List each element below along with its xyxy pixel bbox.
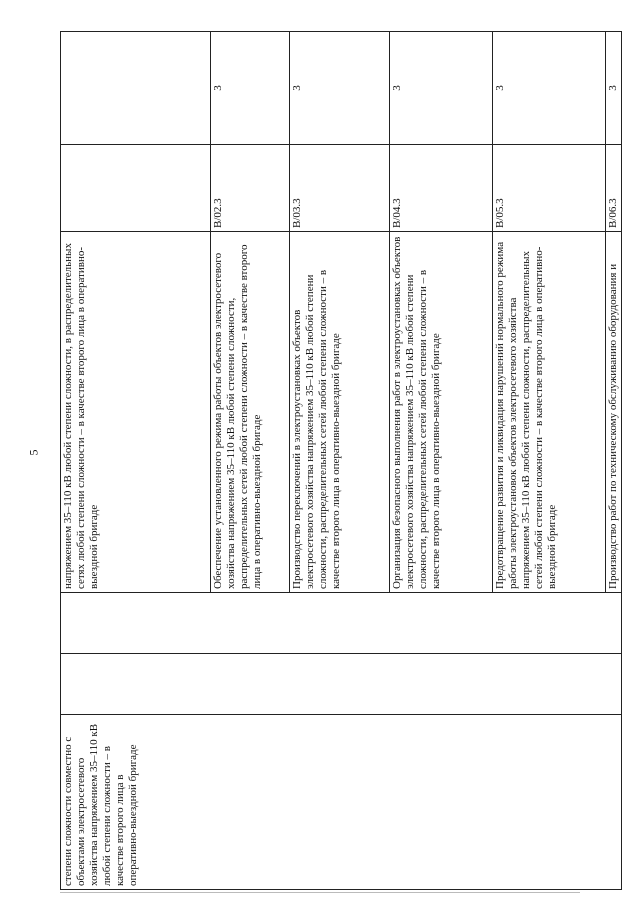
- scan-bottom-line: [60, 892, 580, 893]
- level-cell: 3: [606, 32, 622, 145]
- table-row: [61, 32, 211, 890]
- level-cell: [61, 32, 211, 145]
- level-cell: 3: [493, 32, 606, 145]
- functions-table: [60, 31, 622, 890]
- code-cell: B/02.3: [211, 145, 290, 232]
- rotated-table-container: [60, 60, 620, 890]
- level-cell: 3: [390, 32, 493, 145]
- function-cell: Производство работ по техническому обслуживанию оборудования и: [606, 232, 622, 593]
- function-cell: напряжением 35–110 кВ любой степени сложности, в распределительных сетях любой степени сложности – в качестве второго лица в оперативно-выездной бригаде: [61, 232, 211, 593]
- code-cell: B/06.3: [606, 145, 622, 232]
- page-number: 5: [26, 449, 41, 456]
- code-cell: B/05.3: [493, 145, 606, 232]
- function-cell: Производство переключений в электроустановках объектов электросетевого хозяйства напряжением 35–110 кВ любой степени сложности, распределительных сетей любой степени сложности – в качестве второго лица в оперативно-выездной бригаде: [290, 232, 390, 593]
- blank-cell: [61, 654, 622, 715]
- function-cell: Организация безопасного выполнения работ в электроустановках объектов электросетевого хозяйства напряжением 35–110 кВ любой степени сложности, распределительных сетей любой степени сложности – в качестве второго лица в оперативно-выездной бригаде: [390, 232, 493, 593]
- level-cell: 3: [211, 32, 290, 145]
- code-cell: B/03.3: [290, 145, 390, 232]
- merged-name-cell: степени сложности совместно с объектами электросетевого хозяйства напряжением 35–110 кВ любой степени сложности – в качестве второго лица в оперативно-выездной бригаде: [61, 715, 622, 890]
- blank-cell-2: [61, 593, 622, 654]
- function-cell: Предотвращение развития и ликвидация нарушений нормального режима работы электроустановок объектов электросетевого хозяйства напряжением 35–110 кВ любой степени сложности, распределительных сетей любой степени сложности – в качестве второго лица в оперативно-выездной бригаде: [493, 232, 606, 593]
- code-cell: [61, 145, 211, 232]
- level-cell: 3: [290, 32, 390, 145]
- code-cell: B/04.3: [390, 145, 493, 232]
- function-cell: Обеспечение установленного режима работы объектов электросетевого хозяйства напряжением 35–110 кВ любой степени сложности, распределительных сетей любой степени сложности – в качестве второго лица в оперативно-выездной бригаде: [211, 232, 290, 593]
